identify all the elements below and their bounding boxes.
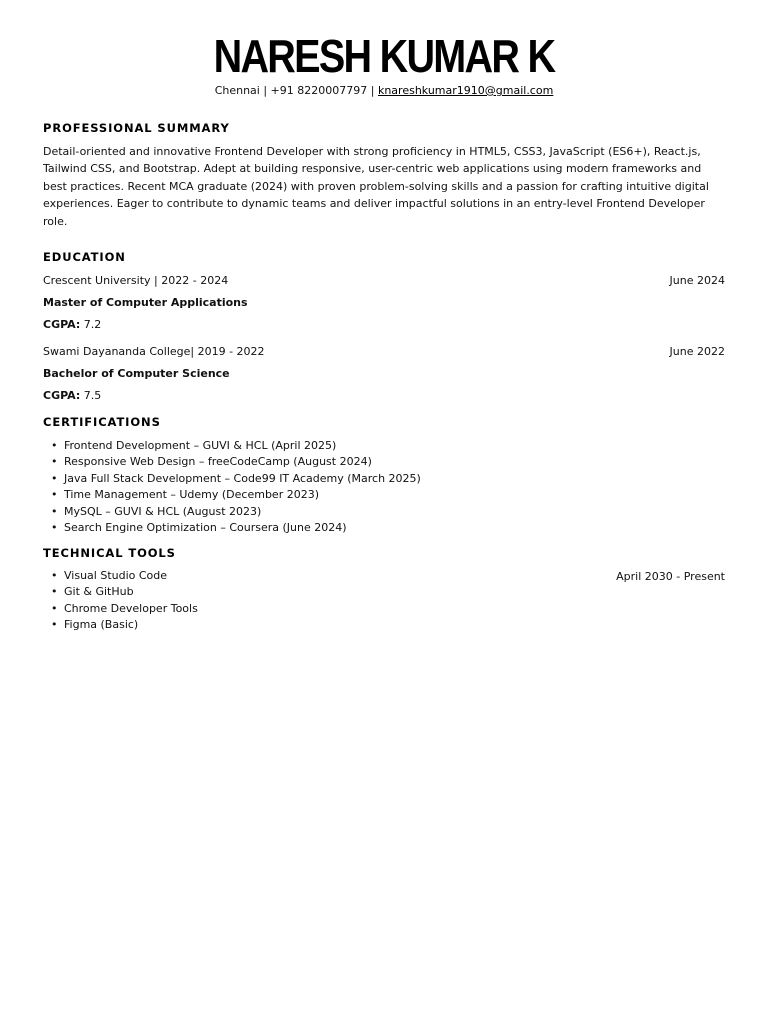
email-link[interactable]: knareshkumar1910@gmail.com xyxy=(377,84,554,97)
tool-text: Visual Studio Code xyxy=(64,569,168,582)
certification-text: Search Engine Optimization – Coursera (June 2024) xyxy=(64,521,347,535)
list-item xyxy=(43,520,421,536)
education-entry-2-row xyxy=(43,345,725,359)
education-entry-1-cgpa xyxy=(43,318,101,332)
list-item xyxy=(43,454,421,470)
technical-tools-date: April 2030 - Present xyxy=(616,570,725,583)
bullet-icon: • xyxy=(51,488,58,502)
list-item xyxy=(43,471,421,487)
list-item xyxy=(43,584,198,600)
certifications-heading: CERTIFICATIONS xyxy=(43,415,161,429)
tool-text: Chrome Developer Tools xyxy=(64,601,198,615)
bullet-icon: • xyxy=(51,439,58,452)
education-entry-2-cgpa-value: 7.5 xyxy=(80,389,102,402)
bullet-icon: • xyxy=(51,601,58,615)
education-entry-2-degree: Bachelor of Computer Science xyxy=(43,367,230,380)
certification-text: Time Management – Udemy (December 2023) xyxy=(64,488,320,502)
summary-heading: PROFESSIONAL SUMMARY xyxy=(43,121,230,135)
bullet-icon: • xyxy=(51,471,58,485)
bullet-icon: • xyxy=(51,585,58,599)
bullet-icon: • xyxy=(51,569,58,582)
list-item xyxy=(43,601,198,617)
certification-text: Frontend Development – GUVI & HCL (April 2025) xyxy=(64,439,337,452)
education-entry-2-cgpa-label: CGPA: xyxy=(43,389,81,402)
bullet-icon: • xyxy=(51,618,58,632)
contact-details: Chennai | +91 8220007797 | xyxy=(214,84,375,97)
education-entry-1-date: June 2024 xyxy=(669,274,725,287)
education-entry-1-cgpa-label: CGPA: xyxy=(43,318,81,331)
education-entry-2-institution: Swami Dayananda College| 2019 - 2022 xyxy=(43,345,265,358)
list-item xyxy=(43,438,421,454)
tool-text: Git & GitHub xyxy=(64,585,134,599)
education-entry-2-date: June 2022 xyxy=(669,345,725,358)
certification-text: Java Full Stack Development – Code99 IT Academy (March 2025) xyxy=(64,471,421,485)
summary-text: Detail-oriented and innovative Frontend Developer with strong proficiency in HTML5, CSS3, JavaScript (ES6+), React.js, Tailwind CSS, and Bootstrap. Adept at building responsive, user-centric web applications using modern frameworks and best practices. Recent MCA graduate (2024) with proven problem-solving skills and a passion for crafting intuitive digital experiences. Eager to contribute to dynamic teams and deliver impactful solutions in an entry-level Frontend Developer role. xyxy=(43,145,709,228)
education-entry-1-institution: Crescent University | 2022 - 2024 xyxy=(43,274,229,287)
education-entry-1-degree: Master of Computer Applications xyxy=(43,296,248,309)
bullet-icon: • xyxy=(51,455,58,469)
bullet-icon: • xyxy=(51,504,58,518)
education-entry-1-cgpa-value: 7.2 xyxy=(80,318,102,331)
tool-text: Figma (Basic) xyxy=(64,618,139,632)
education-entry-2-cgpa xyxy=(43,389,101,403)
education-entry-1-row xyxy=(43,274,725,288)
candidate-name: NARESH KUMAR K xyxy=(213,30,555,82)
education-heading: EDUCATION xyxy=(43,250,126,264)
list-item xyxy=(43,487,421,503)
certifications-list xyxy=(43,438,421,536)
contact-line xyxy=(0,84,768,98)
list-item xyxy=(43,504,421,520)
technical-tools-list xyxy=(43,568,198,634)
technical-tools-heading: TECHNICAL TOOLS xyxy=(43,546,176,560)
list-item xyxy=(43,568,198,584)
bullet-icon: • xyxy=(51,521,58,535)
list-item xyxy=(43,617,198,633)
certification-text: MySQL – GUVI & HCL (August 2023) xyxy=(64,504,262,518)
certification-text: Responsive Web Design – freeCodeCamp (August 2024) xyxy=(64,455,372,469)
